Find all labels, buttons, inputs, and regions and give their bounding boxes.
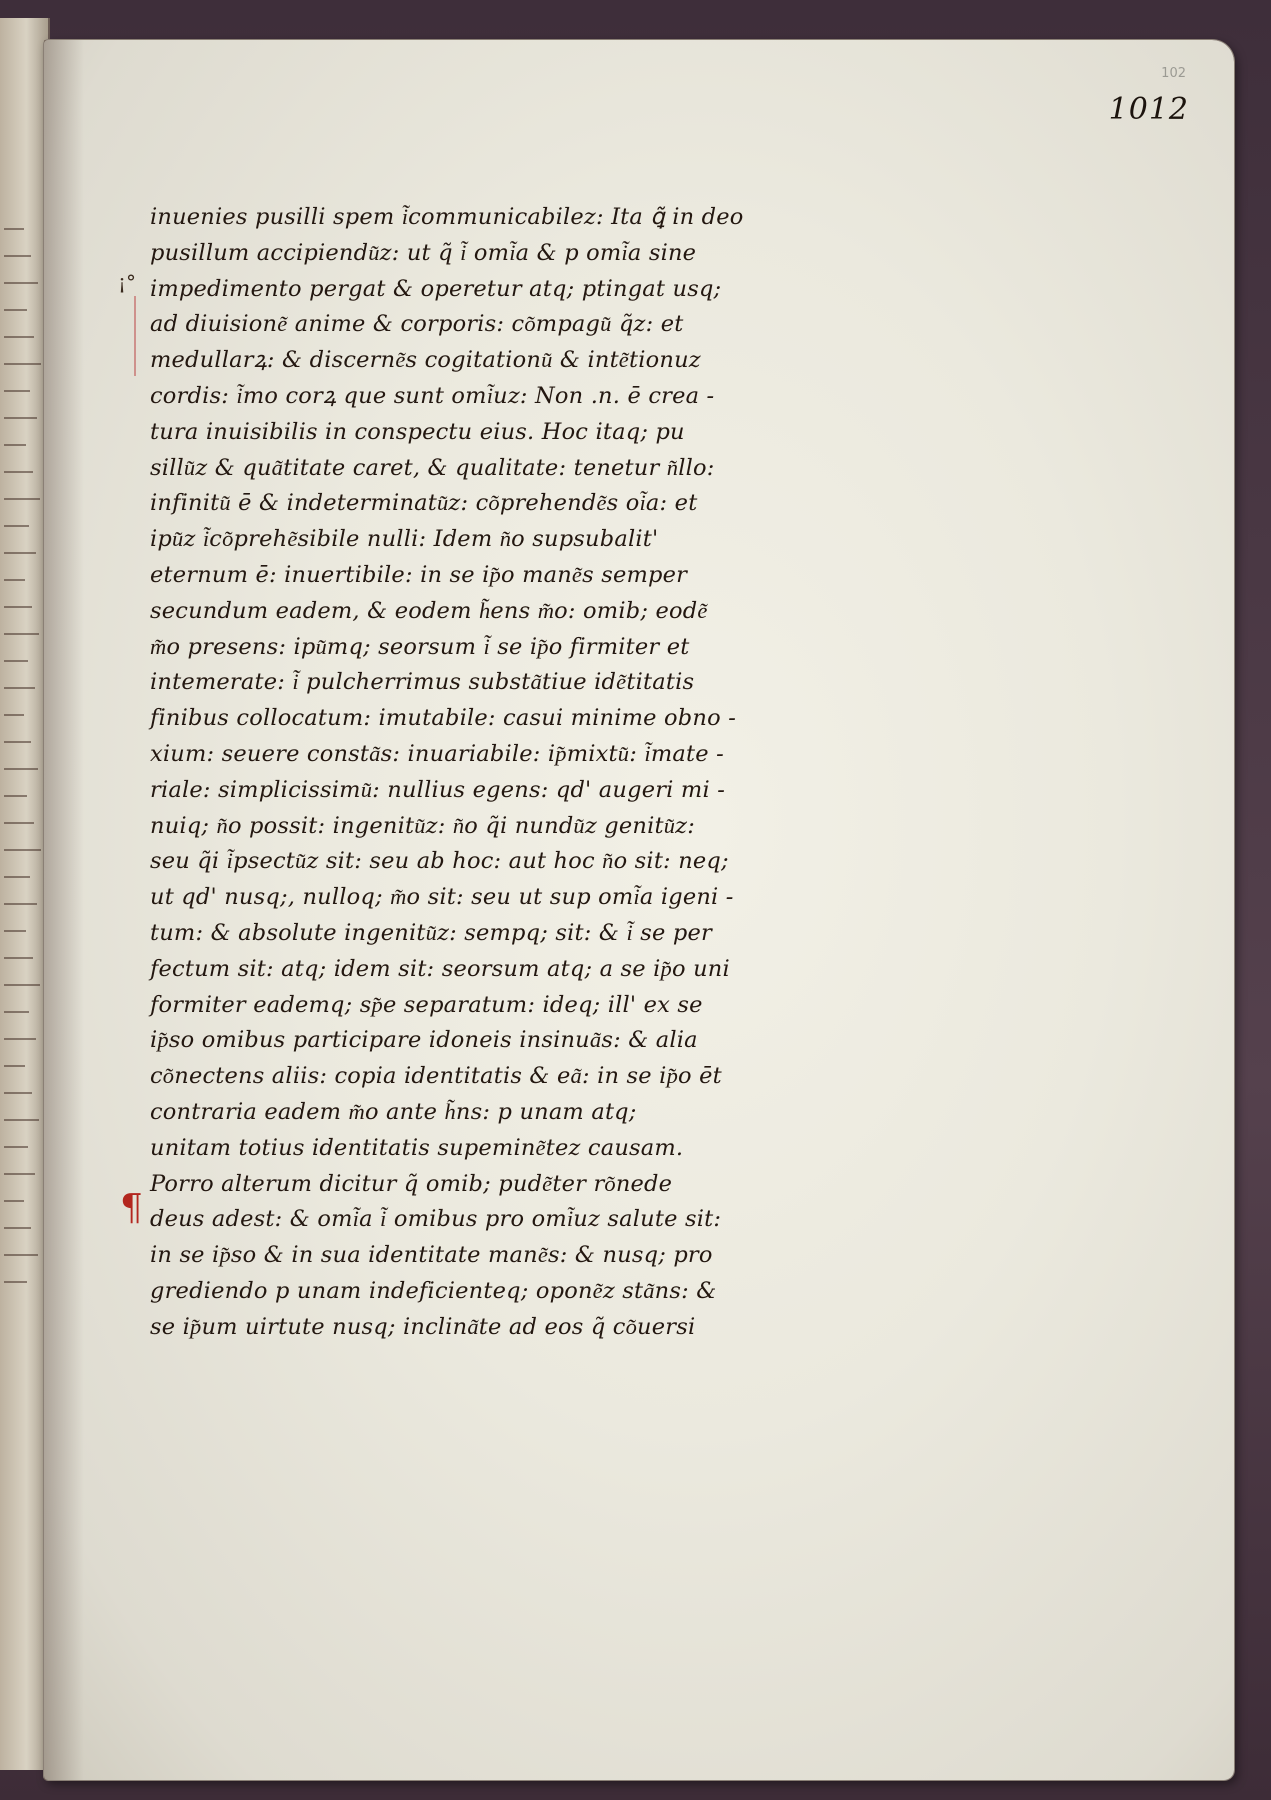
text-line: inuenies pusilli spem i͂communicabilez: Ita ꝗ̃ in deo <box>150 204 744 230</box>
text-line: contraria eadem m͂o ante h͂ns: p unam atq; <box>150 1098 637 1125</box>
text-line: fectum sit: atq; idem sit: seorsum atq; a se ip͂o uni <box>150 955 730 982</box>
facing-page-text-fragment <box>4 1001 29 1013</box>
facing-page-text-fragment <box>4 299 27 311</box>
text-line: m͂o presens: ipu͂mq; seorsum i͂ se ip͂o firmiter et <box>150 633 690 660</box>
main-text-column <box>150 200 910 1346</box>
facing-page-text-fragment <box>4 407 37 419</box>
facing-page-text-fragment <box>4 1271 27 1283</box>
text-line: sillu͂z & qua͂titate caret, & qualitate: tenetur n͂llo: <box>150 454 715 481</box>
facing-page-text-fragment <box>4 704 24 716</box>
text-line: Porro alterum dicitur q̃ omib; pude͂ter ro͂nede <box>150 1170 673 1197</box>
facing-page-text-fragment <box>4 920 26 932</box>
facing-page-text-fragment <box>4 1055 25 1067</box>
facing-page-text-fragment <box>4 866 30 878</box>
text-line: cordis: i͂mo corꝝ que sunt omi͂uz: Non .n. ē crea - <box>150 382 715 409</box>
facing-page-text-fragment <box>4 839 41 851</box>
facing-page-text-fragment <box>4 758 38 770</box>
facing-page-text-fragment <box>4 488 40 500</box>
text-line: finibus collocatum: imutabile: casui minime obno - <box>150 705 736 732</box>
text-line: ut qd' nusq;, nulloq; m͂o sit: seu ut sup omi͂a igeni - <box>150 884 734 911</box>
text-line: seu q̃i i͂psectu͂z sit: seu ab hoc: aut hoc n͂o sit: neq; <box>150 848 729 875</box>
facing-page-text-fragment <box>4 677 35 689</box>
facing-page-text-fragment <box>4 596 32 608</box>
text-line: medullarꝝ: & discerne͂s cogitationu͂ & inte͂tionuz <box>150 347 701 374</box>
margin-red-mark <box>134 296 142 376</box>
folio-number-pencil: 102 <box>1161 66 1186 81</box>
text-line: formiter eademq; sp͂e separatum: ideq; ill' ex se <box>150 991 703 1018</box>
text-line: ad diuisione͂ anime & corporis: co͂mpagu͂ q̃z: et <box>150 311 684 338</box>
margin-note: ¡° <box>118 270 137 294</box>
facing-page-text-fragment <box>4 353 41 365</box>
facing-page-text-fragment <box>4 1163 35 1175</box>
facing-page-text-fragment <box>4 272 38 284</box>
facing-page-text-fragment <box>4 1109 39 1121</box>
text-line: impedimento pergat & operetur atq; ptingat usq; <box>150 275 722 302</box>
text-line: infinitu͂ ē & indeterminatu͂z: co͂prehende͂s oi͂a: et <box>150 490 698 517</box>
facing-page-text-fragment <box>4 542 36 554</box>
text-line: secundum eadem, & eodem h͂ens m͂o: omib; eode͂ <box>150 597 708 624</box>
facing-page-text-fragment <box>4 245 31 257</box>
facing-page-text-fragment <box>4 461 33 473</box>
facing-page-text-fragment <box>4 1217 31 1229</box>
previous-page-edge <box>0 18 50 1770</box>
facing-page-text-fragment <box>4 785 27 797</box>
text-line: pusillum accipiendu͂z: ut q̃ i͂ omi͂a & p omi͂a sine <box>150 239 697 266</box>
facing-page-text-fragment <box>4 1028 36 1040</box>
text-line: nuiq; n͂o possit: ingenitu͂z: n͂o q̃i nundu͂z genitu͂z: <box>150 812 696 839</box>
text-line: riale: simplicissimu͂: nullius egens: qd' augeri mi - <box>150 776 726 803</box>
text-line: tum: & absolute ingenitu͂z: sempq; sit: & i͂ se per <box>150 919 712 946</box>
facing-page-text-fragment <box>4 731 31 743</box>
facing-page-text-fragment <box>4 1244 38 1256</box>
text-line: ipu͂z i͂co͂prehe͂sibile nulli: Idem n͂o supsubalit' <box>150 526 659 553</box>
text-line: unitam totius identitatis supemine͂tez causam. <box>150 1134 684 1161</box>
text-line: in se ip͂so & in sua identitate mane͂s: & nusq; pro <box>150 1242 713 1269</box>
text-line: tura inuisibilis in conspectu eius. Hoc itaq; pu <box>150 418 685 445</box>
facing-page-text-fragment <box>4 812 34 824</box>
facing-page-text-fragment <box>4 326 34 338</box>
facing-page-text-fragment <box>4 515 29 527</box>
facing-page-text-fragment <box>4 623 39 635</box>
facing-page-text-fragment <box>4 1190 24 1202</box>
folio-number-ink: 1012 <box>1108 92 1189 127</box>
text-line: intemerate: i͂ pulcherrimus substa͂tiue ide͂titatis <box>150 669 695 696</box>
text-line: deus adest: & omi͂a i͂ omibus pro omi͂uz salute sit: <box>150 1206 722 1233</box>
facing-page-text-fragment <box>4 218 24 230</box>
facing-page-text-fragment <box>4 569 25 581</box>
facing-page-text-fragment <box>4 947 33 959</box>
text-line: eternum ē: inuertibile: in se ip͂o mane͂s semper <box>150 561 688 588</box>
text-line: co͂nectens aliis: copia identitatis & ea͂: in se ip͂o ēt <box>150 1063 722 1090</box>
text-line: ip͂so omibus participare idoneis insinua͂s: & alia <box>150 1027 698 1054</box>
facing-page-text-fragment <box>4 1136 28 1148</box>
text-line: grediendo p unam indeficienteq; opone͂z sta͂ns: & <box>150 1277 717 1304</box>
text-line: xium: seuere consta͂s: inuariabile: ip͂mixtu͂: i͂mate - <box>150 740 724 767</box>
paragraph-mark-red: ¶ <box>120 1188 143 1229</box>
facing-page-text-fragment <box>4 434 26 446</box>
facing-page-text-fragment <box>4 650 28 662</box>
text-line: se ip͂um uirtute nusq; inclina͂te ad eos q̃ co͂uersi <box>150 1313 696 1340</box>
facing-page-text-fragment <box>4 893 37 905</box>
facing-page-text-fragment <box>4 974 40 986</box>
facing-page-text-fragment <box>4 380 30 392</box>
facing-page-text-fragment <box>4 1082 32 1094</box>
